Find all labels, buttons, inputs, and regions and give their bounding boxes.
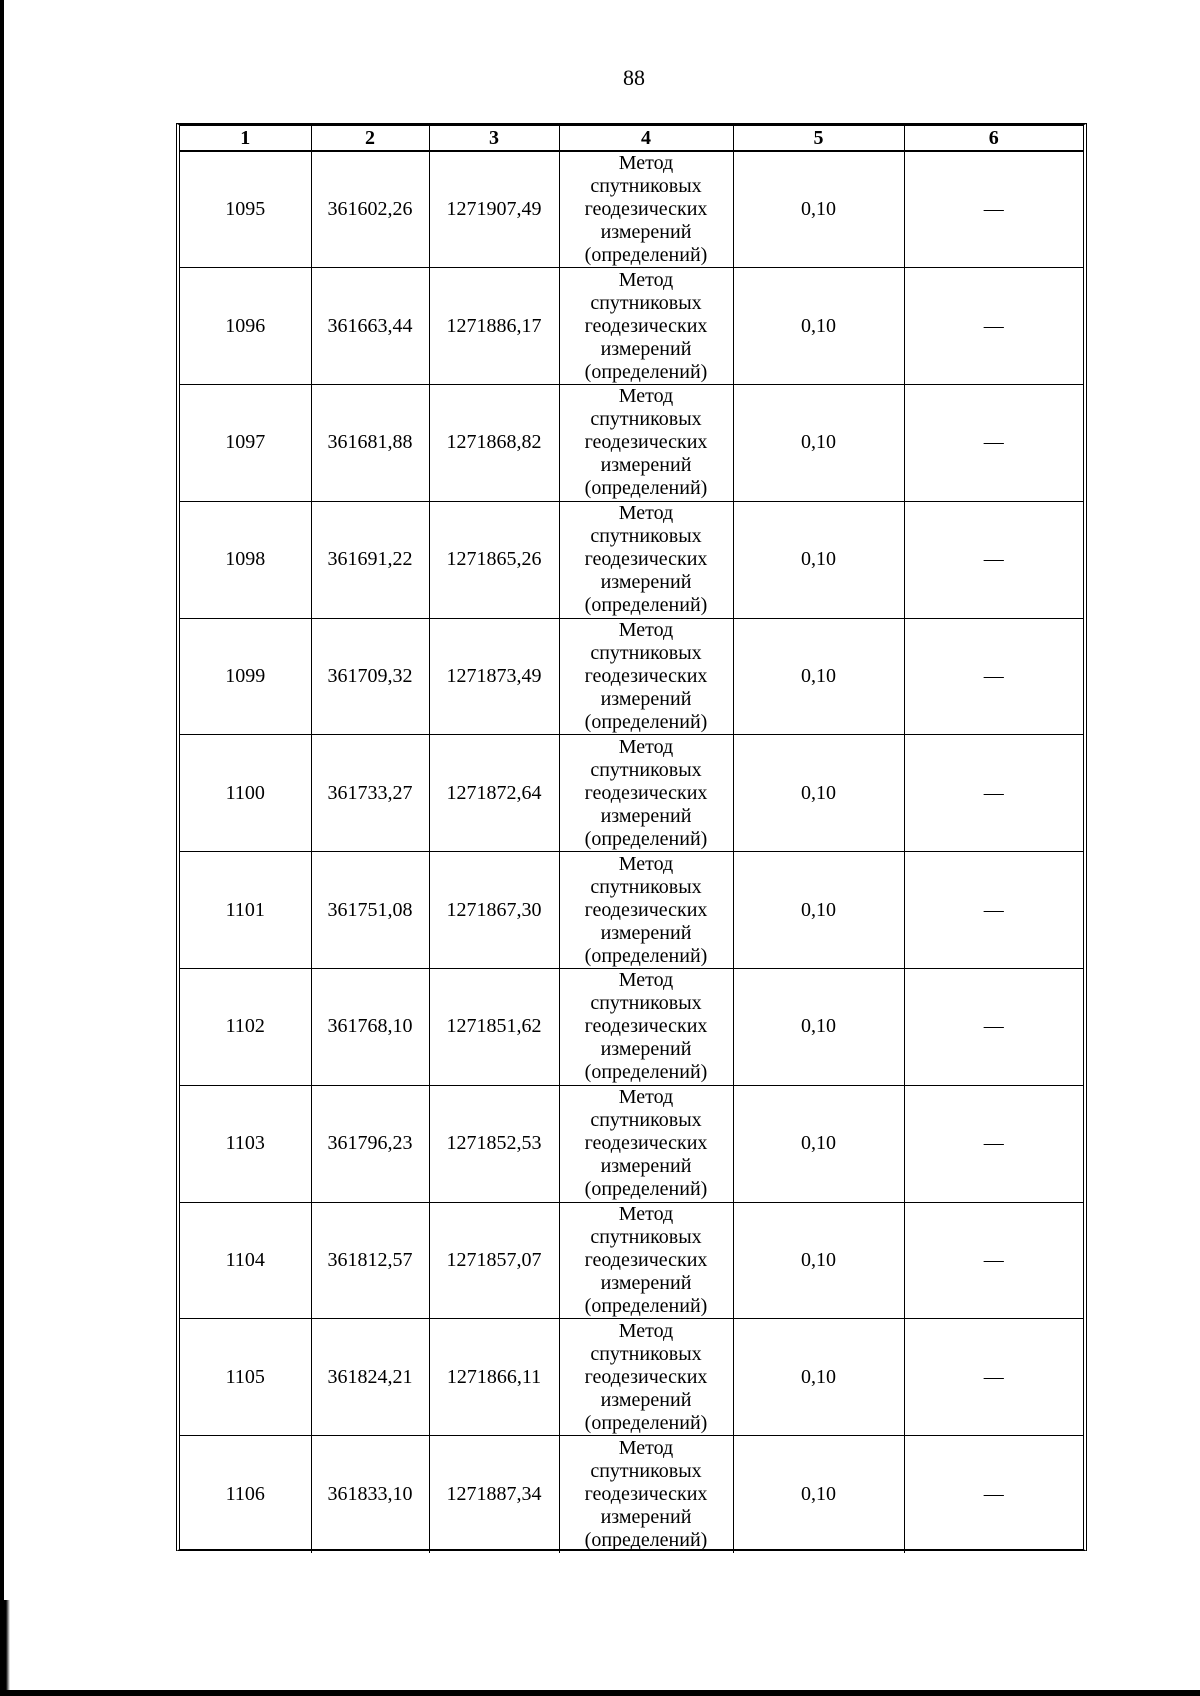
method-line: (определений)	[584, 1061, 708, 1084]
note-cell: —	[904, 1436, 1083, 1553]
method-line: измерений	[600, 337, 692, 360]
method-line: Метод	[618, 1203, 674, 1226]
method-line: спутниковых	[590, 408, 702, 431]
method-line: геодезических	[584, 314, 708, 337]
table-row	[180, 1319, 1083, 1436]
y-coordinate-cell: 1271851,62	[429, 969, 559, 1086]
method-line: (определений)	[584, 711, 708, 734]
method-line: геодезических	[584, 1132, 708, 1155]
table-row	[180, 151, 1083, 268]
point-number-cell: 1104	[180, 1202, 311, 1319]
method-line: спутниковых	[590, 1226, 702, 1249]
method-line: Метод	[618, 619, 674, 642]
scan-edge-left	[0, 0, 4, 1696]
method-line: Метод	[618, 1086, 674, 1109]
note-cell: —	[904, 385, 1083, 502]
coordinates-table-frame	[176, 123, 1087, 1551]
note-cell: —	[904, 151, 1083, 268]
y-coordinate-cell: 1271865,26	[429, 501, 559, 618]
accuracy-cell: 0,10	[733, 735, 904, 852]
page-number: 88	[623, 65, 645, 90]
method-line: геодезических	[584, 1482, 708, 1505]
note-cell: —	[904, 268, 1083, 385]
point-number-cell: 1106	[180, 1436, 311, 1553]
x-coordinate-cell: 361833,10	[311, 1436, 429, 1553]
x-coordinate-cell: 361751,08	[311, 852, 429, 969]
column-header-2: 2	[311, 126, 429, 151]
table-row	[180, 1085, 1083, 1202]
method-line: Метод	[618, 1436, 674, 1459]
method-line: Метод	[618, 502, 674, 525]
method-cell	[559, 385, 733, 502]
x-coordinate-cell: 361663,44	[311, 268, 429, 385]
note-cell: —	[904, 501, 1083, 618]
method-line: спутниковых	[590, 1459, 702, 1482]
method-line: геодезических	[584, 431, 708, 454]
note-cell: —	[904, 618, 1083, 735]
method-line: измерений	[600, 804, 692, 827]
y-coordinate-cell: 1271867,30	[429, 852, 559, 969]
method-cell	[559, 1319, 733, 1436]
note-cell: —	[904, 1319, 1083, 1436]
method-line: (определений)	[584, 360, 708, 383]
point-number-cell: 1102	[180, 969, 311, 1086]
method-line: измерений	[600, 1272, 692, 1295]
method-line: спутниковых	[590, 1109, 702, 1132]
method-cell	[559, 852, 733, 969]
column-header-3: 3	[429, 126, 559, 151]
table-row	[180, 385, 1083, 502]
method-line: спутниковых	[590, 992, 702, 1015]
column-header-4: 4	[559, 126, 733, 151]
method-line: спутниковых	[590, 875, 702, 898]
method-line: геодезических	[584, 1015, 708, 1038]
method-line: (определений)	[584, 1178, 708, 1201]
x-coordinate-cell: 361824,21	[311, 1319, 429, 1436]
method-line: Метод	[618, 969, 674, 992]
column-header-1: 1	[180, 126, 311, 151]
accuracy-cell: 0,10	[733, 618, 904, 735]
point-number-cell: 1095	[180, 151, 311, 268]
table-row	[180, 969, 1083, 1086]
method-line: измерений	[600, 1038, 692, 1061]
method-line: геодезических	[584, 1365, 708, 1388]
y-coordinate-cell: 1271887,34	[429, 1436, 559, 1553]
table-body	[180, 151, 1083, 1553]
method-line: Метод	[618, 735, 674, 758]
point-number-cell: 1098	[180, 501, 311, 618]
note-cell: —	[904, 1202, 1083, 1319]
table-header-row	[180, 126, 1083, 151]
method-cell	[559, 151, 733, 268]
method-line: измерений	[600, 1505, 692, 1528]
accuracy-cell: 0,10	[733, 268, 904, 385]
method-cell	[559, 969, 733, 1086]
x-coordinate-cell: 361709,32	[311, 618, 429, 735]
method-line: геодезических	[584, 665, 708, 688]
accuracy-cell: 0,10	[733, 1085, 904, 1202]
table-row	[180, 1202, 1083, 1319]
y-coordinate-cell: 1271852,53	[429, 1085, 559, 1202]
method-line: (определений)	[584, 477, 708, 500]
method-cell	[559, 501, 733, 618]
method-line: измерений	[600, 1155, 692, 1178]
x-coordinate-cell: 361733,27	[311, 735, 429, 852]
method-line: спутниковых	[590, 758, 702, 781]
method-line: спутниковых	[590, 291, 702, 314]
coordinates-table	[180, 126, 1083, 1553]
column-header-5: 5	[733, 126, 904, 151]
method-line: спутниковых	[590, 525, 702, 548]
accuracy-cell: 0,10	[733, 1202, 904, 1319]
y-coordinate-cell: 1271868,82	[429, 385, 559, 502]
method-line: (определений)	[584, 594, 708, 617]
column-header-6: 6	[904, 126, 1083, 151]
accuracy-cell: 0,10	[733, 501, 904, 618]
method-line: геодезических	[584, 198, 708, 221]
method-cell	[559, 618, 733, 735]
method-line: Метод	[618, 1319, 674, 1342]
accuracy-cell: 0,10	[733, 151, 904, 268]
table-row	[180, 735, 1083, 852]
y-coordinate-cell: 1271886,17	[429, 268, 559, 385]
method-cell	[559, 1436, 733, 1553]
accuracy-cell: 0,10	[733, 1436, 904, 1553]
y-coordinate-cell: 1271857,07	[429, 1202, 559, 1319]
method-line: спутниковых	[590, 175, 702, 198]
method-line: Метод	[618, 385, 674, 408]
x-coordinate-cell: 361681,88	[311, 385, 429, 502]
method-line: измерений	[600, 454, 692, 477]
method-line: (определений)	[584, 827, 708, 850]
method-line: геодезических	[584, 1249, 708, 1272]
method-line: геодезических	[584, 898, 708, 921]
table-row	[180, 1436, 1083, 1553]
x-coordinate-cell: 361768,10	[311, 969, 429, 1086]
method-line: измерений	[600, 688, 692, 711]
x-coordinate-cell: 361602,26	[311, 151, 429, 268]
point-number-cell: 1105	[180, 1319, 311, 1436]
method-line: измерений	[600, 1388, 692, 1411]
note-cell: —	[904, 969, 1083, 1086]
point-number-cell: 1099	[180, 618, 311, 735]
point-number-cell: 1103	[180, 1085, 311, 1202]
method-line: Метод	[618, 852, 674, 875]
y-coordinate-cell: 1271873,49	[429, 618, 559, 735]
method-line: (определений)	[584, 1411, 708, 1434]
table-row	[180, 268, 1083, 385]
note-cell: —	[904, 852, 1083, 969]
method-line: геодезических	[584, 548, 708, 571]
point-number-cell: 1101	[180, 852, 311, 969]
point-number-cell: 1096	[180, 268, 311, 385]
accuracy-cell: 0,10	[733, 852, 904, 969]
x-coordinate-cell: 361691,22	[311, 501, 429, 618]
accuracy-cell: 0,10	[733, 969, 904, 1086]
method-line: измерений	[600, 221, 692, 244]
accuracy-cell: 0,10	[733, 1319, 904, 1436]
method-line: (определений)	[584, 1295, 708, 1318]
point-number-cell: 1100	[180, 735, 311, 852]
method-line: измерений	[600, 921, 692, 944]
method-line: (определений)	[584, 944, 708, 967]
table-row	[180, 852, 1083, 969]
method-line: Метод	[618, 152, 674, 175]
scan-edge-corner	[0, 1600, 10, 1696]
method-cell	[559, 1085, 733, 1202]
method-line: измерений	[600, 571, 692, 594]
method-cell	[559, 1202, 733, 1319]
x-coordinate-cell: 361812,57	[311, 1202, 429, 1319]
y-coordinate-cell: 1271872,64	[429, 735, 559, 852]
method-line: геодезических	[584, 781, 708, 804]
x-coordinate-cell: 361796,23	[311, 1085, 429, 1202]
point-number-cell: 1097	[180, 385, 311, 502]
method-cell	[559, 268, 733, 385]
method-line: спутниковых	[590, 1342, 702, 1365]
method-line: (определений)	[584, 244, 708, 267]
table-row	[180, 618, 1083, 735]
scan-edge-bottom	[0, 1690, 1200, 1696]
method-line: спутниковых	[590, 642, 702, 665]
method-line: Метод	[618, 268, 674, 291]
y-coordinate-cell: 1271907,49	[429, 151, 559, 268]
method-cell	[559, 735, 733, 852]
note-cell: —	[904, 1085, 1083, 1202]
note-cell: —	[904, 735, 1083, 852]
method-line: (определений)	[584, 1528, 708, 1551]
table-row	[180, 501, 1083, 618]
y-coordinate-cell: 1271866,11	[429, 1319, 559, 1436]
accuracy-cell: 0,10	[733, 385, 904, 502]
